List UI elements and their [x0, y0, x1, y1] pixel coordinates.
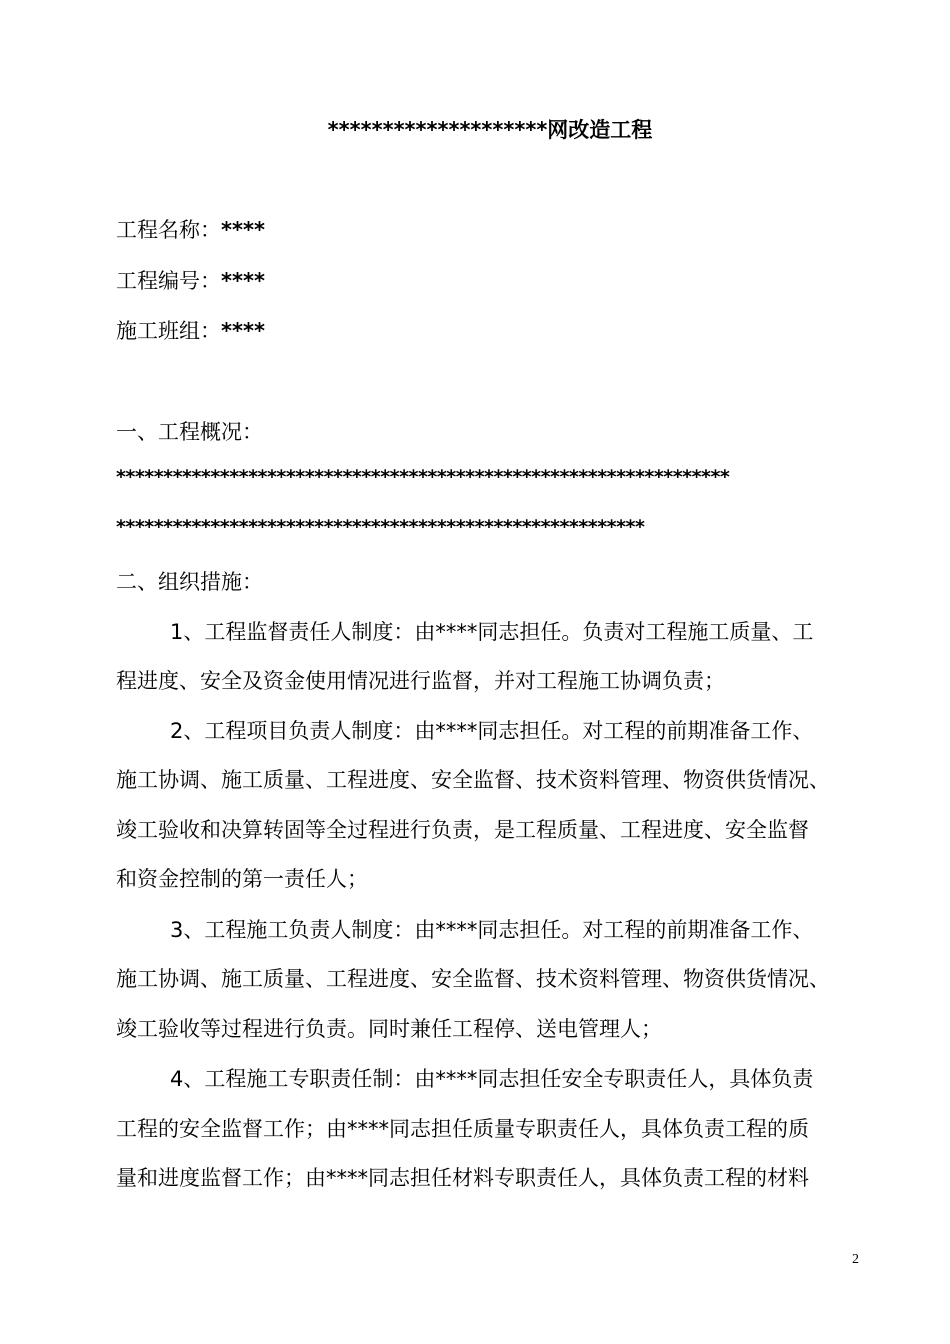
- section-heading-organization: 二、组织措施：: [116, 570, 263, 594]
- project-number-row: [116, 266, 265, 296]
- project-name-label: 工程名称：: [116, 218, 221, 242]
- paragraph-line: 1、工程监督责任人制度：由****同志担任。负责对工程施工质量、工: [170, 620, 814, 644]
- construction-team-row: [116, 316, 265, 346]
- paragraph-line: 工程的安全监督工作；由****同志担任质量专职责任人，具体负责工程的质: [116, 1117, 809, 1141]
- paragraph-line: 4、工程施工专职责任制：由****同志担任安全专职责任人，具体负责: [170, 1067, 814, 1091]
- project-name-value: ****: [221, 218, 265, 242]
- overview-line: *****************************************************************: [116, 466, 730, 488]
- page-title: ********************网改造工程: [327, 118, 653, 142]
- paragraph-line: 2、工程项目负责人制度：由****同志担任。对工程的前期准备工作、: [170, 719, 814, 743]
- paragraph-line: 3、工程施工负责人制度：由****同志担任。对工程的前期准备工作、: [170, 918, 814, 942]
- construction-team-value: ****: [221, 319, 265, 343]
- section-heading-overview: 一、工程概况：: [116, 420, 263, 444]
- paragraph-line: 竣工验收等过程进行负责。同时兼任工程停、送电管理人；: [116, 1017, 662, 1041]
- overview-line: ********************************************************: [116, 516, 645, 538]
- paragraph-line: 程进度、安全及资金使用情况进行监督，并对工程施工协调负责；: [116, 669, 725, 693]
- page-number: 2: [852, 1252, 859, 1267]
- paragraph-line: 施工协调、施工质量、工程进度、安全监督、技术资料管理、物资供货情况、: [116, 967, 830, 991]
- paragraph-line: 施工协调、施工质量、工程进度、安全监督、技术资料管理、物资供货情况、: [116, 768, 830, 792]
- construction-team-label: 施工班组：: [116, 319, 221, 343]
- project-number-value: ****: [221, 269, 265, 293]
- project-name-row: [116, 215, 265, 245]
- paragraph-line: 竣工验收和决算转固等全过程进行负责，是工程质量、工程进度、安全监督: [116, 818, 809, 842]
- project-number-label: 工程编号：: [116, 269, 221, 293]
- paragraph-line: 量和进度监督工作；由****同志担任材料专职责任人，具体负责工程的材料: [116, 1166, 809, 1190]
- paragraph-line: 和资金控制的第一责任人；: [116, 867, 368, 891]
